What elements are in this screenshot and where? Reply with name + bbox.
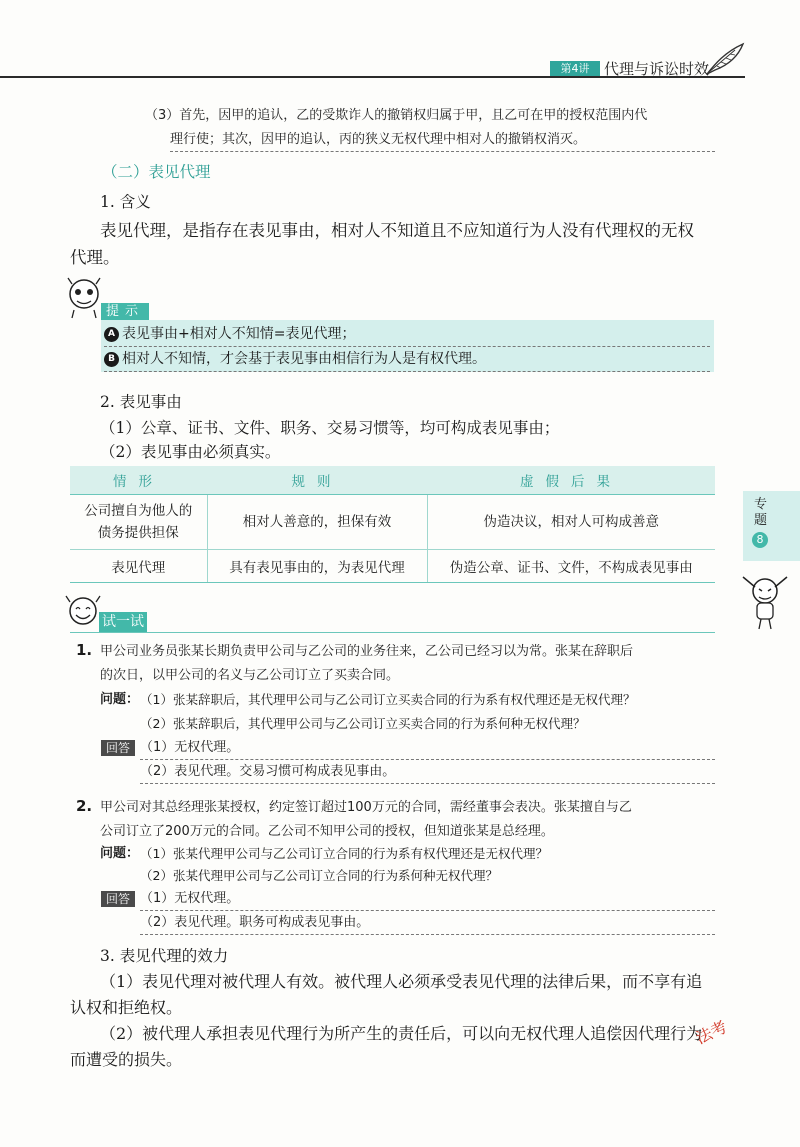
table-row	[70, 495, 715, 550]
answer-2-line-2: （2）表见代理。职务可构成表见事由。	[140, 911, 715, 935]
question-2-number: 2.	[76, 797, 93, 815]
side-tab-label: 专题	[754, 497, 768, 528]
try-rule	[70, 632, 715, 633]
question-2-label: 问题：	[100, 846, 140, 861]
table-cell: 表见代理	[70, 550, 207, 583]
table-header-cell: 情形	[70, 466, 207, 495]
table-header-row	[70, 466, 715, 495]
intro-line-2: 理行使；其次，因甲的追认，丙的狭义无权代理中相对人的撤销权消灭。	[170, 128, 715, 152]
intro-line-1: （3）首先，因甲的追认，乙的受欺诈人的撤销权归属于甲，且乙可在甲的授权范围内代	[145, 108, 648, 123]
answer-1-line-1: （1）无权代理。	[140, 736, 715, 760]
tip-badge-a: A	[104, 327, 119, 342]
question-1-label: 问题：	[100, 692, 140, 707]
table-cell: 具有表见事由的，为表见代理	[207, 550, 427, 583]
reasons-heading: 2. 表见事由	[100, 393, 182, 411]
question-1-number: 1.	[76, 641, 93, 659]
question-1-sub-2: （2）张某辞职后，其代理甲公司与乙公司订立买卖合同的行为系何种无权代理？	[140, 716, 586, 731]
meaning-heading: 1. 含义	[100, 193, 151, 211]
reasons-item-2: （2）表见事由必须真实。	[100, 443, 281, 461]
answer-2-line-1: （1）无权代理。	[140, 887, 715, 911]
running-header-title: 代理与诉讼时效	[604, 60, 710, 78]
answer-1-label: 回答	[101, 740, 135, 756]
table-header-cell: 规则	[207, 466, 427, 495]
question-2-sub-1: （1）张某代理甲公司与乙公司订立合同的行为系有权代理还是无权代理？	[140, 846, 548, 861]
mascot-thinking-icon	[64, 276, 104, 320]
try-label: 试一试	[99, 612, 147, 632]
reasons-item-1: （1）公章、证书、文件、职务、交易习惯等，均可构成表见事由；	[100, 419, 560, 437]
question-2-sub-2: （2）张某代理甲公司与乙公司订立合同的行为系何种无权代理？	[140, 868, 498, 883]
meaning-line-1: 表见代理，是指存在表见事由，相对人不知道且不应知道行为人没有代理权的无权	[100, 221, 694, 240]
effect-p2-line-2: 而遭受的损失。	[70, 1050, 183, 1069]
table-row	[70, 550, 715, 583]
chapter-badge: 第4讲	[550, 61, 600, 77]
side-tab	[743, 491, 800, 561]
effect-p1-line-2: 认权和拒绝权。	[70, 998, 183, 1017]
table-cell: 相对人善意的，担保有效	[207, 495, 427, 550]
tip-item-a	[104, 322, 710, 347]
tip-label: 提示	[101, 303, 149, 321]
tip-item-a-text: 表见事由+相对人不知情=表见代理；	[122, 326, 356, 342]
feather-icon	[705, 42, 745, 76]
mascot-cheer-icon	[735, 575, 797, 631]
meaning-line-2: 代理。	[70, 248, 120, 267]
tip-badge-b: B	[104, 352, 119, 367]
table-cell: 公司擅自为他人的债务提供担保	[70, 495, 207, 550]
mascot-smile-icon	[64, 594, 102, 632]
question-1-sub-1: （1）张某辞职后，其代理甲公司与乙公司订立买卖合同的行为系有权代理还是无权代理？	[140, 692, 636, 707]
question-1-line-2: 的次日，以甲公司的名义与乙公司订立了买卖合同。	[100, 668, 400, 683]
tip-item-b-text: 相对人不知情，才会基于表见事由相信行为人是有权代理。	[122, 351, 486, 367]
rules-table	[70, 466, 715, 583]
table-header-cell: 虚假后果	[427, 466, 715, 495]
answer-1-line-2: （2）表见代理。交易习惯可构成表见事由。	[140, 760, 715, 784]
question-2-line-1: 甲公司对其总经理张某授权，约定签订超过100万元的合同，需经董事会表决。张某擅自与乙	[100, 800, 632, 815]
answer-2-label: 回答	[101, 891, 135, 907]
red-stamp: 法考	[692, 1017, 730, 1048]
table-cell: 伪造决议，相对人可构成善意	[427, 495, 715, 550]
header-rule	[0, 76, 745, 78]
effect-heading: 3. 表见代理的效力	[100, 947, 229, 965]
tip-item-b	[104, 347, 710, 372]
section-title: （二）表见代理	[102, 163, 211, 181]
question-2-line-2: 公司订立了200万元的合同。乙公司不知甲公司的授权，但知道张某是总经理。	[100, 824, 554, 839]
effect-p2-line-1: （2）被代理人承担表见代理行为所产生的责任后，可以向无权代理人追偿因代理行为	[100, 1024, 703, 1043]
table-cell: 伪造公章、证书、文件，不构成表见事由	[427, 550, 715, 583]
side-tab-number: 8	[752, 532, 768, 548]
effect-p1-line-1: （1）表见代理对被代理人有效。被代理人必须承受表见代理的法律后果，而不享有追	[100, 972, 703, 991]
question-1-line-1: 甲公司业务员张某长期负责甲公司与乙公司的业务往来，乙公司已经习以为常。张某在辞职后	[100, 644, 634, 659]
